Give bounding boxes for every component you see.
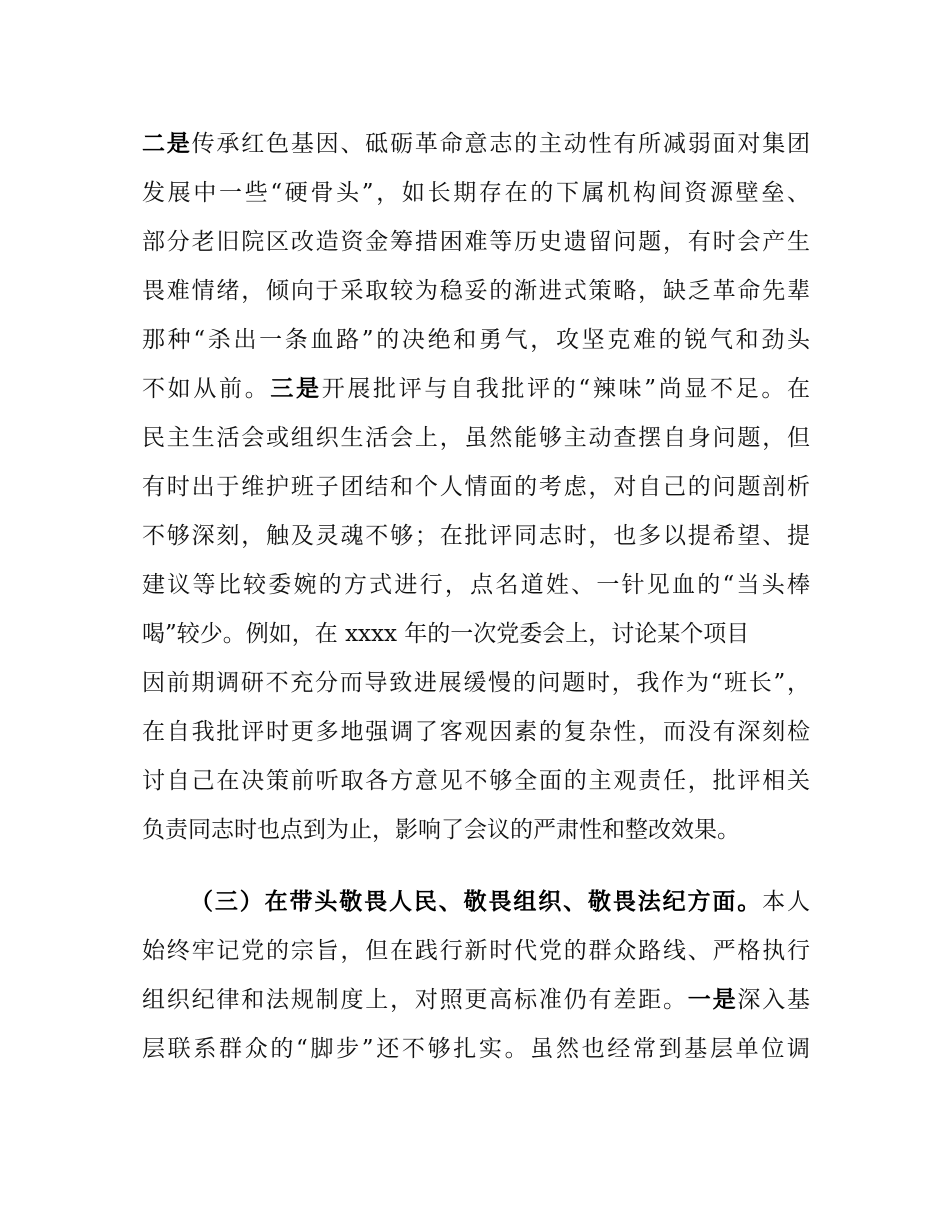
document-page <box>142 126 810 1080</box>
paragraph-section-three <box>142 884 810 1080</box>
text-run: 喝”较少。例如，在 xxxx 年的一次党委会上，讨论某个项目 <box>142 621 750 647</box>
paragraph-criticism-self-criticism <box>142 126 810 861</box>
text-run: 在自我批评时更多地强调了客观因素的复杂性，而没有深刻检 <box>142 719 810 745</box>
text-line <box>142 175 810 224</box>
text-line <box>142 982 810 1031</box>
text-line <box>142 126 810 175</box>
text-run: 因前期调研不充分而导致进展缓慢的问题时，我作为“班长”， <box>142 670 810 696</box>
text-line <box>142 224 810 273</box>
text-line <box>142 714 810 763</box>
text-line <box>142 933 810 982</box>
text-line <box>142 322 810 371</box>
text-line <box>142 518 810 567</box>
text-run: 本人 <box>762 889 810 915</box>
text-run: 始终牢记党的宗旨，但在践行新时代党的群众路线、严格执行 <box>142 938 810 964</box>
text-run: 深入基 <box>737 987 811 1013</box>
bold-lead-yi-shi: 一是 <box>687 987 738 1013</box>
text-line <box>142 616 810 665</box>
text-run: 不如从前。 <box>142 376 271 402</box>
text-line <box>142 1031 810 1080</box>
text-line <box>142 665 810 714</box>
text-line <box>142 420 810 469</box>
text-run: 层联系群众的“脚步”还不够扎实。虽然也经常到基层单位调 <box>142 1036 810 1062</box>
text-run: 负责同志时也点到为止，影响了会议的严肃性和整改效果。 <box>142 817 740 843</box>
text-run: 畏难情绪，倾向于采取较为稳妥的渐进式策略，缺乏革命先辈 <box>142 278 810 304</box>
text-run: 民主生活会或组织生活会上，虽然能够主动查摆自身问题，但 <box>142 425 810 451</box>
text-line <box>142 469 810 518</box>
section-heading: （三）在带头敬畏人民、敬畏组织、敬畏法纪方面。 <box>190 889 763 915</box>
text-line <box>142 273 810 322</box>
text-run: 部分老旧院区改造资金筹措困难等历史遗留问题，有时会产生 <box>142 229 810 255</box>
text-line <box>142 567 810 616</box>
text-run: 不够深刻，触及灵魂不够；在批评同志时，也多以提希望、提 <box>142 523 810 549</box>
text-run: 组织纪律和法规制度上，对照更高标准仍有差距。 <box>142 987 688 1013</box>
text-run: 讨自己在决策前听取各方意见不够全面的主观责任，批评相关 <box>142 768 810 794</box>
text-run: 开展批评与自我批评的“辣味”尚显不足。在 <box>321 376 810 402</box>
text-run: 那种“杀出一条血路”的决绝和勇气，攻坚克难的锐气和劲头 <box>142 327 810 353</box>
bold-lead-san-shi: 三是 <box>270 376 322 402</box>
text-line <box>142 371 810 420</box>
text-line <box>142 812 810 861</box>
section-heading-line <box>142 884 810 933</box>
text-run: 建议等比较委婉的方式进行，点名道姓、一针见血的“当头棒 <box>142 572 810 598</box>
text-line <box>142 763 810 812</box>
text-run: 发展中一些“硬骨头”，如长期存在的下属机构间资源壁垒、 <box>142 180 810 206</box>
text-run: 传承红色基因、砥砺革命意志的主动性有所减弱面对集团 <box>191 131 811 157</box>
bold-lead-er-shi: 二是 <box>142 131 192 157</box>
text-run: 有时出于维护班子团结和个人情面的考虑，对自己的问题剖析 <box>142 474 810 500</box>
